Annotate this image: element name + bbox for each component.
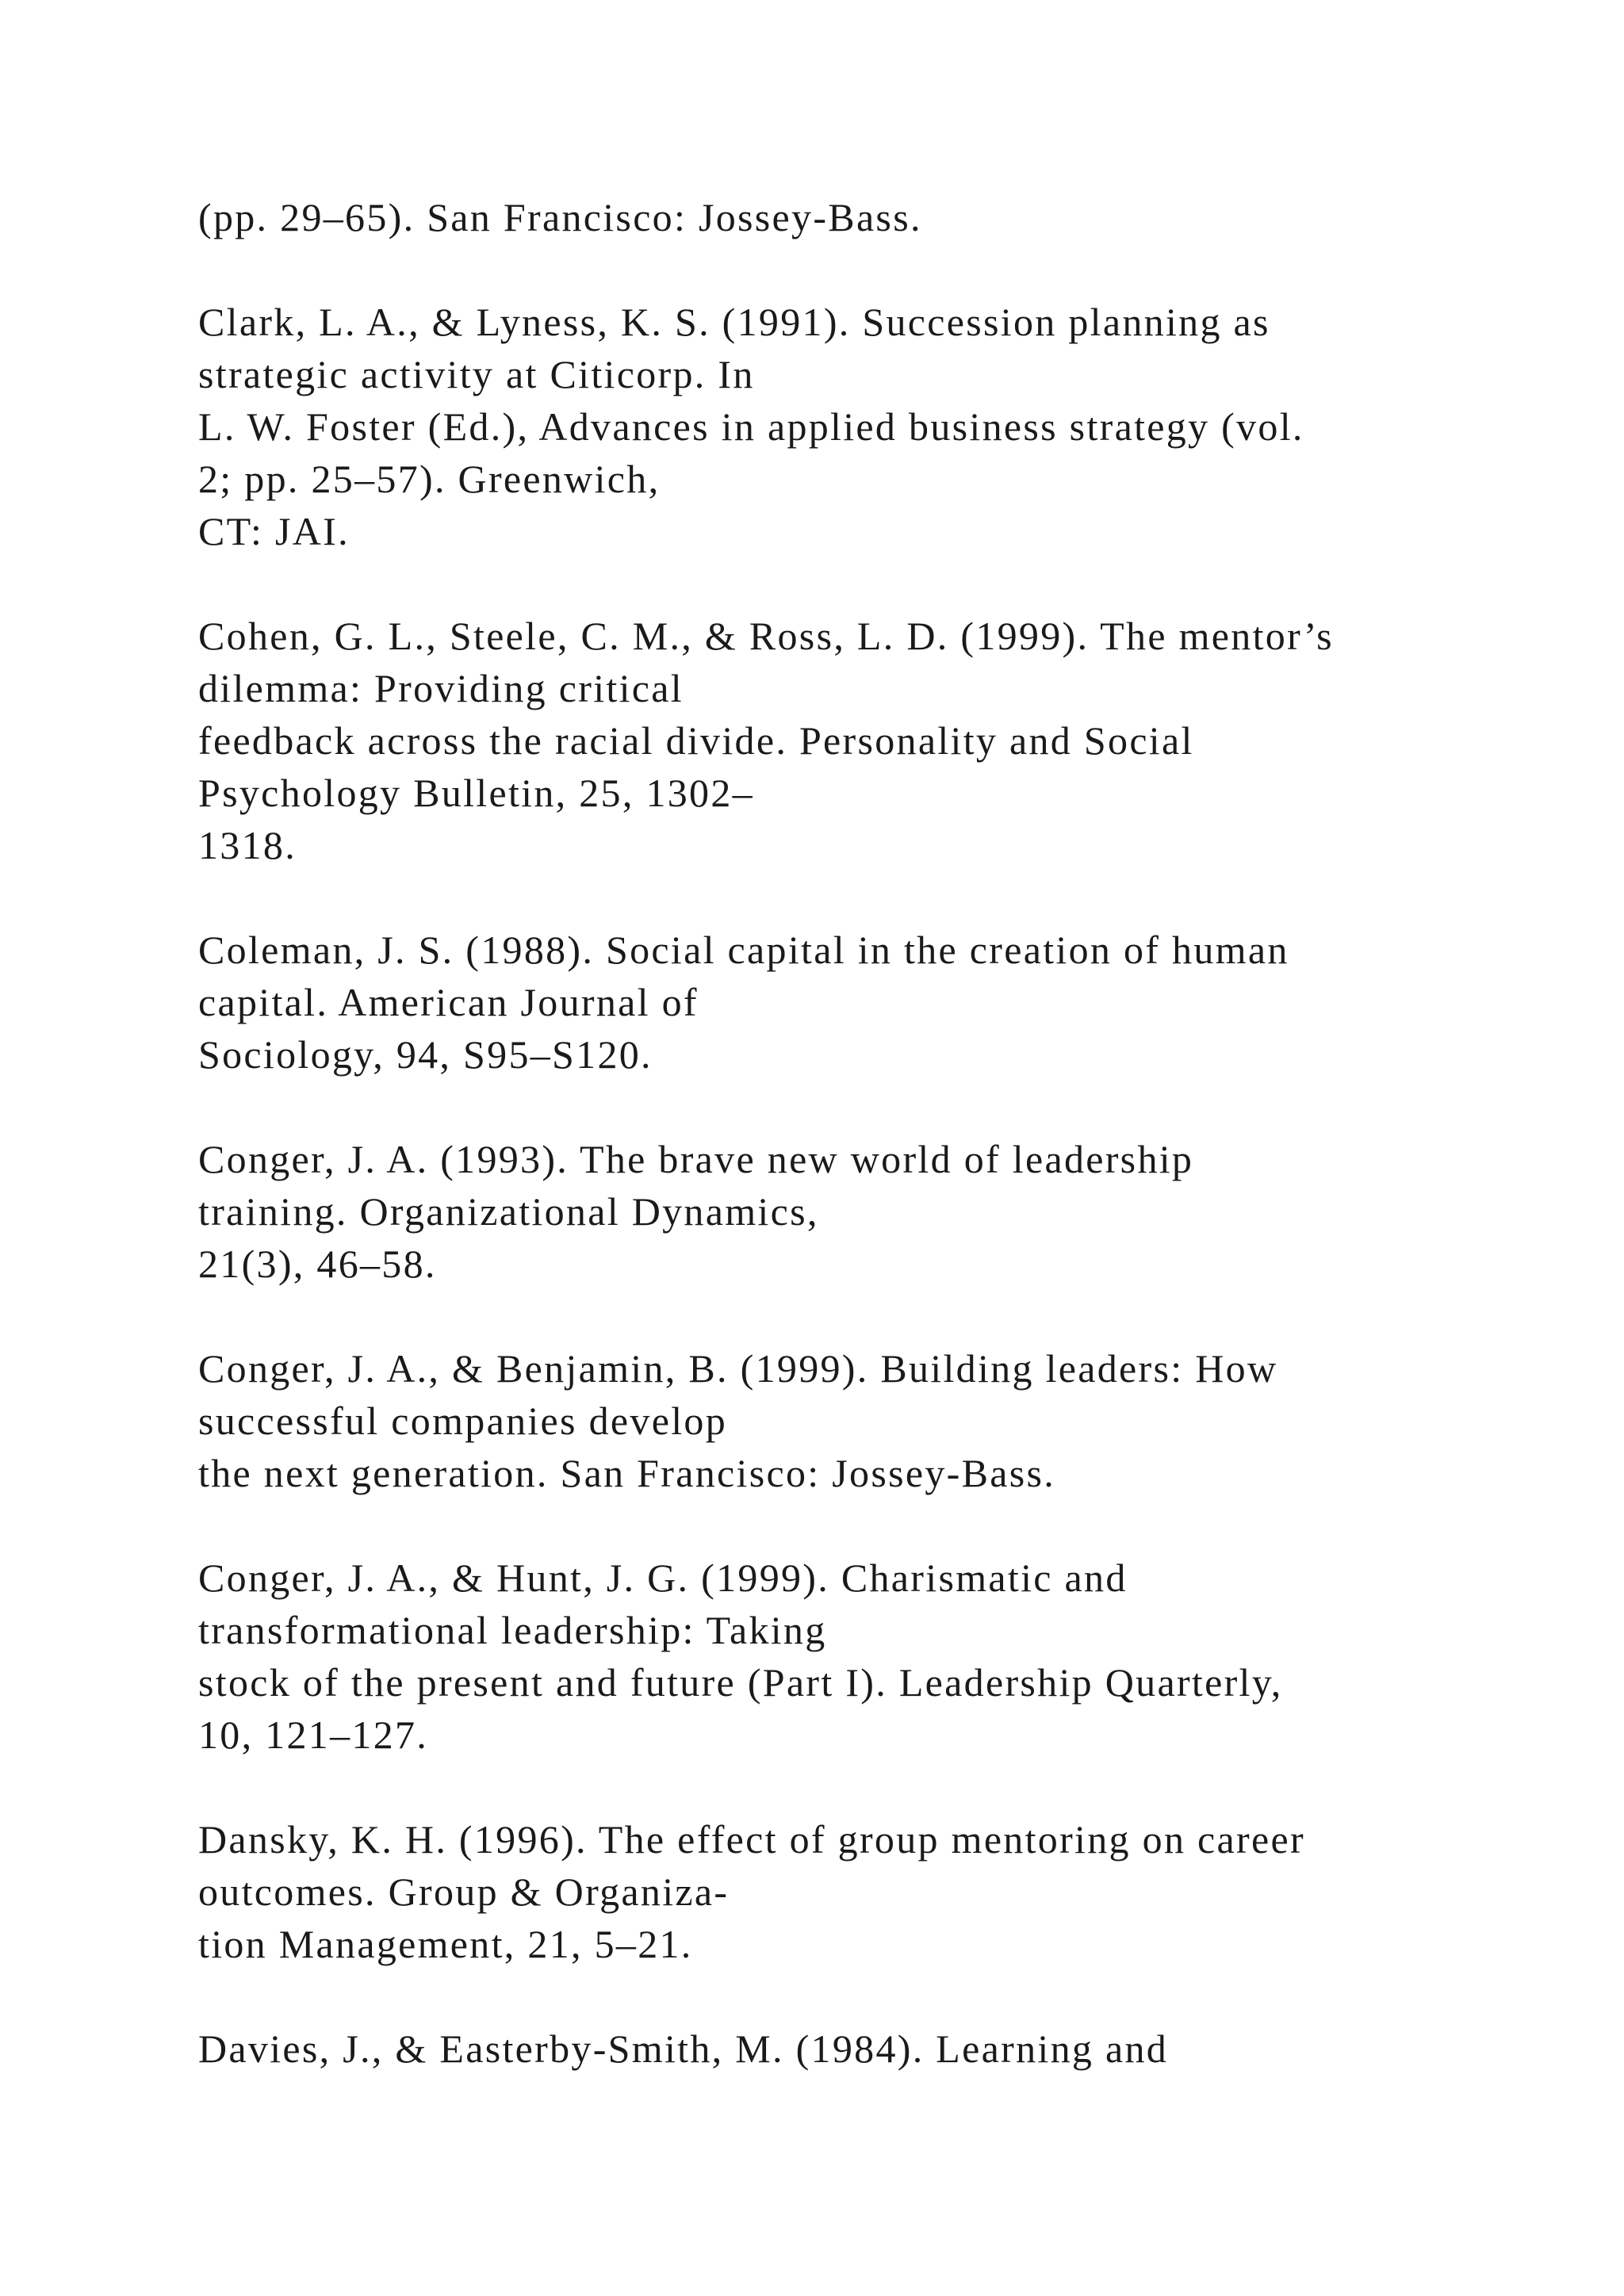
text-line: 2; pp. 25–57). Greenwich,: [198, 457, 661, 501]
text-line: Clark, L. A., & Lyness, K. S. (1991). Succession planning as: [198, 300, 1270, 344]
text-line: 10, 121–127.: [198, 1712, 429, 1757]
text-line: outcomes. Group & Organiza-: [198, 1869, 730, 1914]
blank-line: [198, 871, 1586, 924]
text-line: L. W. Foster (Ed.), Advances in applied business strategy (vol.: [198, 404, 1304, 449]
text-line: 1318.: [198, 823, 297, 867]
text-line: Psychology Bulletin, 25, 1302–: [198, 771, 754, 815]
text-line: dilemma: Providing critical: [198, 666, 684, 710]
text-line: training. Organizational Dynamics,: [198, 1189, 819, 1234]
text-line: the next generation. San Francisco: Jossey-Bass.: [198, 1451, 1056, 1495]
text-line: tion Management, 21, 5–21.: [198, 1922, 693, 1966]
text-line: transformational leadership: Taking: [198, 1608, 827, 1652]
blank-line: [198, 557, 1586, 610]
text-line: Dansky, K. H. (1996). The effect of group mentoring on career: [198, 1817, 1305, 1862]
text-line: Conger, J. A., & Hunt, J. G. (1999). Charismatic and: [198, 1556, 1128, 1600]
reference-list: [198, 191, 1586, 2075]
text-line: feedback across the racial divide. Personality and Social: [198, 718, 1194, 763]
text-line: Coleman, J. S. (1988). Social capital in the creation of human: [198, 928, 1289, 972]
text-line: capital. American Journal of: [198, 980, 699, 1024]
text-line: strategic activity at Citicorp. In: [198, 352, 755, 396]
blank-line: [198, 243, 1586, 296]
text-line: Conger, J. A. (1993). The brave new world of leadership: [198, 1137, 1194, 1181]
blank-line: [198, 1761, 1586, 1813]
text-line: Davies, J., & Easterby-Smith, M. (1984). Learning and: [198, 2026, 1169, 2071]
text-line: successful companies develop: [198, 1399, 727, 1443]
blank-line: [198, 1970, 1586, 2022]
text-line: Sociology, 94, S95–S120.: [198, 1032, 653, 1077]
blank-line: [198, 1081, 1586, 1133]
blank-line: [198, 1290, 1586, 1342]
text-line: 21(3), 46–58.: [198, 1242, 437, 1286]
text-line: CT: JAI.: [198, 509, 350, 553]
blank-line: [198, 1499, 1586, 1552]
text-line: Conger, J. A., & Benjamin, B. (1999). Building leaders: How: [198, 1346, 1278, 1391]
text-line: stock of the present and future (Part I). Leadership Quarterly,: [198, 1660, 1283, 1705]
text-line: (pp. 29–65). San Francisco: Jossey-Bass.: [198, 195, 922, 239]
text-line: Cohen, G. L., Steele, C. M., & Ross, L. D. (1999). The mentor’s: [198, 614, 1334, 658]
